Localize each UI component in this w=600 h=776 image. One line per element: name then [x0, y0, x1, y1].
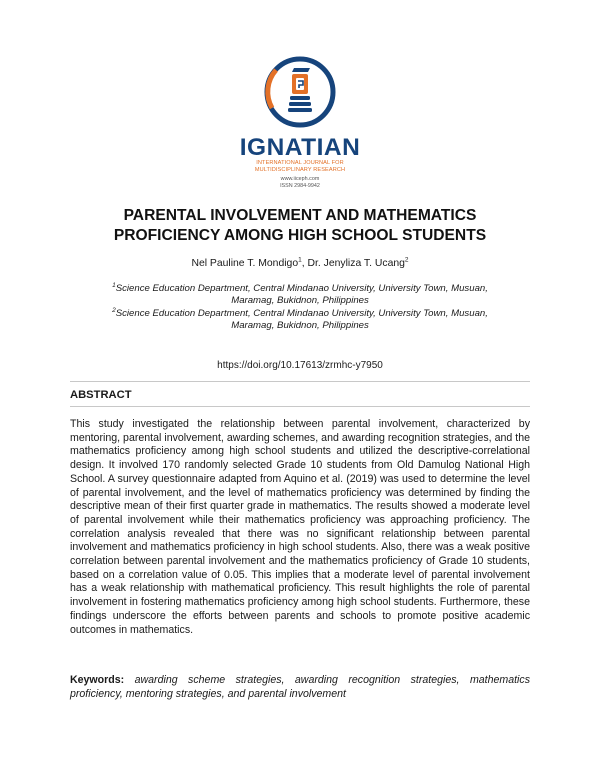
divider-bottom — [70, 406, 530, 407]
affiliation-line: Maramag, Bukidnon, Philippines — [231, 319, 369, 331]
affiliation-line: Science Education Department, Central Mindanao University, University Town, Musuan, — [115, 307, 488, 319]
journal-subtitle-line-2: MULTIDISCIPLINARY RESEARCH — [254, 166, 346, 173]
abstract-text: This study investigated the relationship between parental involvement, characterized by mentoring, parental involvement, awarding schemes, and awarding recognition strategies, and the mathematics proficiency among high school students and utilized the descriptive-correlational design. It involved 170 randomly selected Grade 10 students from Old Damulog National High School. A survey questionnaire adapted from Aquino et al. (2019) was used to determine the level of parental involvement, and the level of mathematics proficiency was determined by finding the descriptive mean of their first quarter grade in mathematics. The results showed a moderate level of parental involvement while their mathematics proficiency was approaching proficiency. The correlation analysis revealed that there was no significant relationship between parental involvement and mathematics proficiency in high school students. Also, there was a weak positive correlation between parental involvement and the mathematics proficiency of Grade 10 students, based on a correlation value of 0.05. This implies that a moderate level of parental involvement has a weak relationship with mathematical proficiency. This result highlights the role of parental involvement in fostering mathematics proficiency among high school students. Furthermore, these findings underscore the efforts between parents and schools to promote positive academic outcomes in mathematics. — [70, 418, 530, 636]
doi-link[interactable]: https://doi.org/10.17613/zrmhc-y7950 — [217, 360, 383, 371]
keywords-label: Keywords: — [70, 674, 125, 686]
keywords-list: awarding scheme strategies, awarding recognition strategies, mathematics proficiency, mentoring strategies, and parental involvement — [70, 674, 530, 700]
abstract-heading: ABSTRACT — [70, 389, 132, 401]
affiliation-2 — [80, 308, 520, 332]
affiliation-1 — [80, 283, 520, 307]
author-affiliation-mark: 1 — [298, 256, 302, 264]
title-line-2: PROFICIENCY AMONG HIGH SCHOOL STUDENTS — [113, 227, 487, 244]
journal-website: www.iiceph.com — [280, 176, 320, 183]
journal-name: IGNATIAN — [239, 134, 361, 161]
title-line-1: PARENTAL INVOLVEMENT AND MATHEMATICS — [123, 207, 477, 224]
author-separator: , — [301, 258, 308, 269]
journal-subtitle-line-1: INTERNATIONAL JOURNAL FOR — [256, 160, 344, 166]
affiliations — [80, 283, 520, 333]
affiliation-mark: 2 — [112, 306, 116, 314]
affiliation-line: Science Education Department, Central Mindanao University, University Town, Musuan, — [115, 283, 488, 294]
author-name: Nel Pauline T. Mondigo — [191, 258, 299, 269]
author-list — [60, 257, 540, 271]
author-name: Dr. Jenyliza T. Ucang — [307, 258, 405, 269]
affiliation-mark: 1 — [112, 281, 116, 289]
journal-logo — [238, 50, 362, 190]
divider-top — [70, 381, 530, 382]
author-affiliation-mark: 2 — [404, 256, 409, 264]
affiliation-line: Maramag, Bukidnon, Philippines — [231, 294, 369, 306]
journal-issn: ISSN 2984-9942 — [280, 183, 320, 190]
journal-emblem-icon — [258, 50, 342, 134]
keywords — [70, 674, 530, 701]
paper-title — [60, 206, 540, 246]
